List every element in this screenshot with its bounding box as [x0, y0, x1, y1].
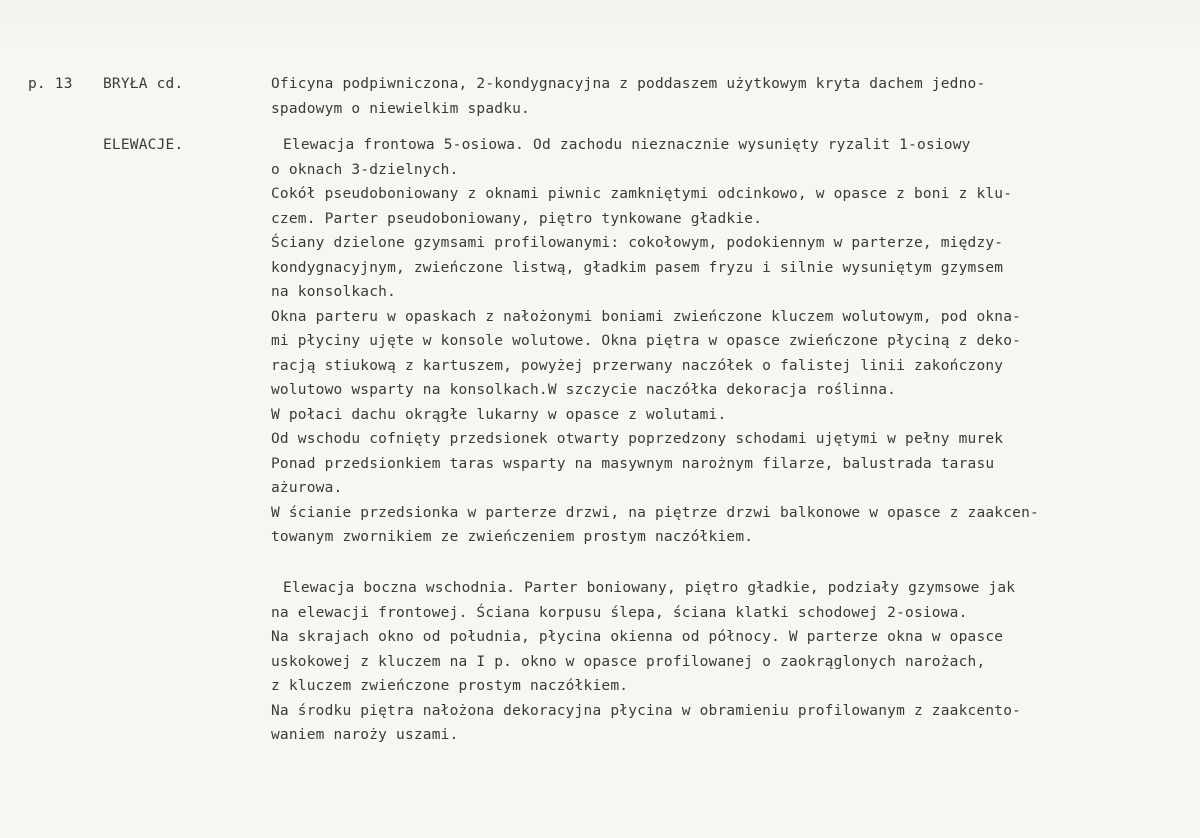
text-line: waniem naroży uszami.: [271, 727, 459, 743]
text-line: Cokół pseudoboniowany z oknami piwnic zamkniętymi odcinkowo, w opasce z boni z klu-: [271, 186, 1013, 202]
page-reference: p. 13: [28, 76, 73, 92]
text-line: Oficyna podpiwniczona, 2-kondygnacyjna z poddaszem użytkowym kryta dachem jedno-: [271, 76, 986, 92]
text-line: Elewacja boczna wschodnia. Parter boniowany, piętro gładkie, podziały gzymsowe jak: [283, 580, 1016, 596]
text-line: W ścianie przedsionka w parterze drzwi, na piętrze drzwi balkonowe w opasce z zaakcen-: [271, 504, 1039, 521]
section-title-bryla: BRYŁA cd.: [103, 76, 184, 92]
text-line: mi płyciny ujęte w konsole wolutowe. Okna piętra w opasce zwieńczone płyciną z deko-: [271, 333, 1022, 349]
text-line: o oknach 3-dzielnych.: [271, 161, 459, 178]
text-line: na elewacji frontowej. Ściana korpusu ślepa, ściana klatki schodowej 2-osiowa.: [271, 604, 968, 621]
text-line: Na środku piętra nałożona dekoracyjna płycina w obramieniu profilowanym z zaakcento-: [271, 702, 1022, 719]
text-line: racją stiukową z kartuszem, powyżej przerwany naczółek o falistej linii zakończony: [271, 357, 1004, 374]
text-line: Ściany dzielone gzymsami profilowanymi: cokołowym, podokiennym w parterze, między-: [271, 235, 1004, 251]
text-line: Od wschodu cofnięty przedsionek otwarty poprzedzony schodami ujętymi w pełny murek: [271, 431, 1004, 447]
text-line: na konsolkach.: [271, 284, 397, 300]
text-line: uskokowej z kluczem na I p. okno w opasce profilowanej o zaokrąglonych narożach,: [271, 653, 986, 670]
text-line: Na skrajach okno od południa, płycina okienna od północy. W parterze okna w opasce: [271, 629, 1004, 645]
text-line: czem. Parter pseudoboniowany, piętro tynkowane gładkie.: [271, 210, 763, 227]
text-line: Okna parteru w opaskach z nałożonymi boniami zwieńczone kluczem wolutowym, pod okna-: [271, 308, 1022, 325]
text-line: towanym zwornikiem ze zwieńczeniem prostym naczółkiem.: [271, 529, 754, 545]
paragraph-elewacja-frontowa: [271, 133, 1171, 550]
paragraph-elewacja-boczna: [271, 576, 1171, 748]
text-line: W połaci dachu okrągłe lukarny w opasce z wolutami.: [271, 406, 727, 423]
text-line: ażurowa.: [271, 480, 343, 496]
text-line: Ponad przedsionkiem taras wsparty na masywnym narożnym filarze, balustrada tarasu: [271, 455, 995, 472]
section-title-elewacje: ELEWACJE.: [103, 137, 184, 153]
text-line: wolutowo wsparty na konsolkach.W szczycie naczółka dekoracja roślinna.: [271, 382, 897, 398]
text-line: kondygnacyjnym, zwieńczone listwą, gładkim pasem fryzu i silnie wysuniętym gzymsem: [271, 259, 1004, 276]
text-line: Elewacja frontowa 5-osiowa. Od zachodu nieznacznie wysunięty ryzalit 1-osiowy: [283, 137, 971, 153]
text-line: z kluczem zwieńczone prostym naczółkiem.: [271, 678, 629, 694]
text-line: spadowym o niewielkim spadku.: [271, 100, 530, 117]
paragraph-bryla: [271, 72, 1171, 121]
